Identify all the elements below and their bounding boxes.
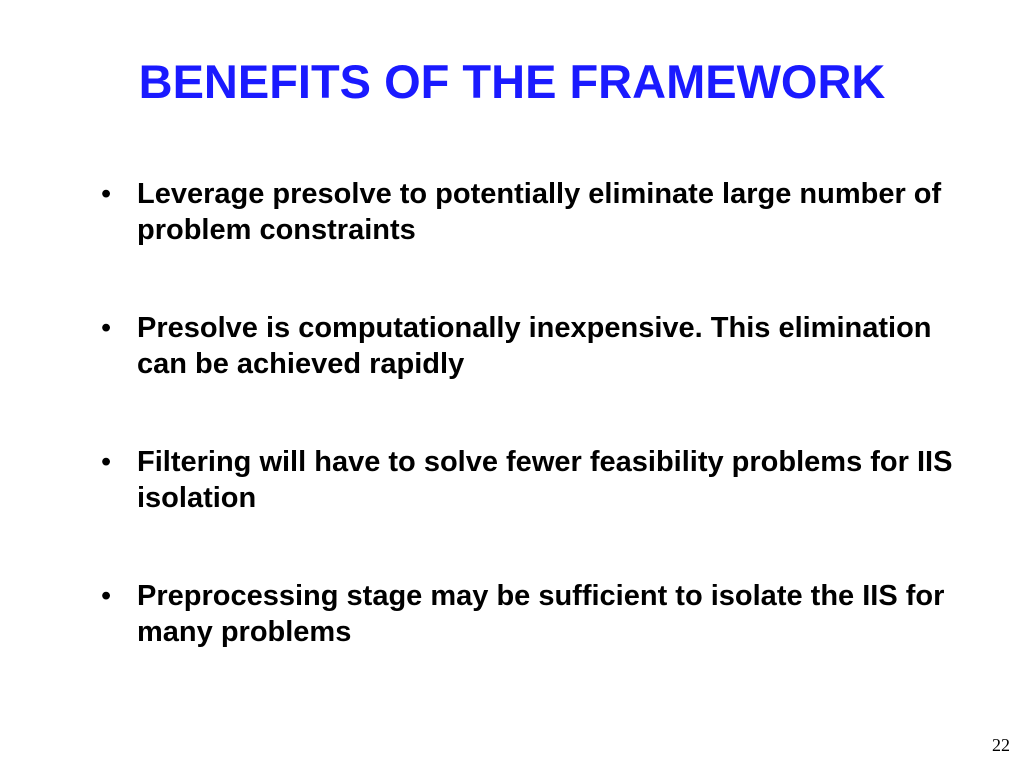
list-item [101, 310, 961, 382]
list-item [101, 176, 961, 248]
list-item [101, 578, 961, 650]
bullet-text: Filtering will have to solve fewer feasibility problems for IIS isolation [137, 446, 953, 514]
bullet-text: Preprocessing stage may be sufficient to isolate the IIS for many problems [137, 580, 945, 648]
bullet-icon: • [101, 446, 112, 478]
bullet-icon: • [101, 312, 112, 344]
page-number: 22 [992, 735, 1010, 755]
bullet-text: Leverage presolve to potentially eliminate large number of problem constraints [137, 178, 942, 246]
bullet-icon: • [101, 178, 112, 210]
slide-title: BENEFITS OF THE FRAMEWORK [138, 55, 886, 108]
list-item [101, 444, 961, 516]
bullet-list [101, 176, 961, 712]
bullet-icon: • [101, 580, 112, 612]
bullet-text: Presolve is computationally inexpensive. This elimination can be achieved rapidly [137, 312, 932, 380]
